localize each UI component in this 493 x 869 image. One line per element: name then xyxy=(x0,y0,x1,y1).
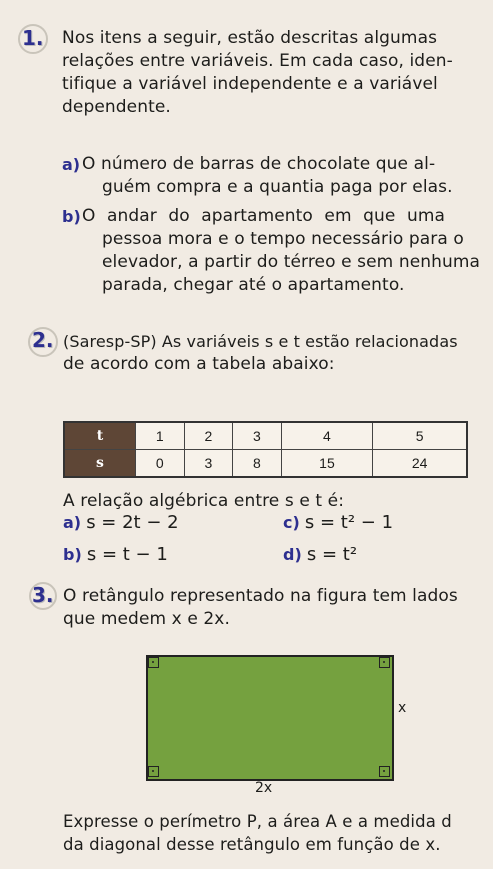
option-expr: s = t − 1 xyxy=(86,544,168,565)
q3-after-text xyxy=(63,810,491,856)
table-cell: 15 xyxy=(281,450,373,478)
q2-option-b xyxy=(63,544,168,565)
option-letter: b) xyxy=(63,545,82,564)
option-expr: s = t² xyxy=(306,544,358,565)
option-letter: a) xyxy=(63,513,82,532)
q3-text xyxy=(63,585,488,631)
q2-option-c xyxy=(283,512,393,533)
side-label-x: x xyxy=(398,700,407,716)
table-cell: 24 xyxy=(373,450,467,478)
q1-a-line: guém compra e a quantia paga por elas. xyxy=(102,177,453,197)
q2-option-a xyxy=(63,512,179,533)
table-cell: 8 xyxy=(233,450,282,478)
q1-line: relações entre variáveis. Em cada caso, iden- xyxy=(62,51,453,71)
table-head-s: s xyxy=(64,450,136,478)
table-row xyxy=(64,422,467,450)
table-head-t: t xyxy=(64,422,136,450)
right-angle-marker xyxy=(148,766,159,777)
q1-line: dependente. xyxy=(62,97,171,117)
q1-a-letter: a) xyxy=(62,155,81,174)
q2-line: de acordo com a tabela abaixo: xyxy=(63,354,335,374)
q1-b-text xyxy=(82,205,482,297)
table-cell: 1 xyxy=(136,422,185,450)
q1-line: tifique a variável independente e a variável xyxy=(62,74,438,94)
q3-line: O retângulo representado na figura tem lados xyxy=(63,586,458,606)
rectangle-figure xyxy=(146,655,394,781)
table-cell: 3 xyxy=(184,450,233,478)
q2-number: 2. xyxy=(32,328,54,352)
q3-number: 3. xyxy=(32,583,54,607)
q3-after-line: da diagonal desse retângulo em função de x. xyxy=(63,835,441,854)
q2-option-d xyxy=(283,544,357,565)
q3-after-line: Expresse o perímetro P, a área A e a medida d xyxy=(63,812,452,831)
right-angle-marker xyxy=(379,766,390,777)
q2-line: (Saresp-SP) As variáveis s e t estão relacionadas xyxy=(63,332,458,351)
option-letter: d) xyxy=(283,545,302,564)
option-letter: c) xyxy=(283,513,300,532)
q1-text xyxy=(62,27,482,119)
q3-line: que medem x e 2x. xyxy=(63,609,230,629)
q1-number: 1. xyxy=(22,26,44,50)
table-cell: 2 xyxy=(184,422,233,450)
option-expr: s = 2t − 2 xyxy=(86,512,179,533)
right-angle-marker xyxy=(379,657,390,668)
option-expr: s = t² − 1 xyxy=(304,512,394,533)
table-cell: 4 xyxy=(281,422,373,450)
q1-b-line: parada, chegar até o apartamento. xyxy=(102,275,405,295)
table-cell: 0 xyxy=(136,450,185,478)
q1-b-line: pessoa mora e o tempo necessário para o xyxy=(102,229,464,249)
table-cell: 5 xyxy=(373,422,467,450)
q1-b-line: O andar do apartamento em que uma xyxy=(82,206,446,226)
q1-a-line: O número de barras de chocolate que al- xyxy=(82,154,436,174)
q1-line: Nos itens a seguir, estão descritas algumas xyxy=(62,28,438,48)
q1-b-line: elevador, a partir do térreo e sem nenhuma xyxy=(102,252,481,272)
table-row xyxy=(64,450,467,478)
values-table xyxy=(63,421,468,478)
bottom-label-2x: 2x xyxy=(255,780,273,796)
q2-prompt: A relação algébrica entre s e t é: xyxy=(63,491,345,511)
q2-text xyxy=(63,330,488,376)
right-angle-marker xyxy=(148,657,159,668)
q1-b-letter: b) xyxy=(62,207,81,226)
table-cell: 3 xyxy=(233,422,282,450)
q1-a-text xyxy=(82,153,482,199)
